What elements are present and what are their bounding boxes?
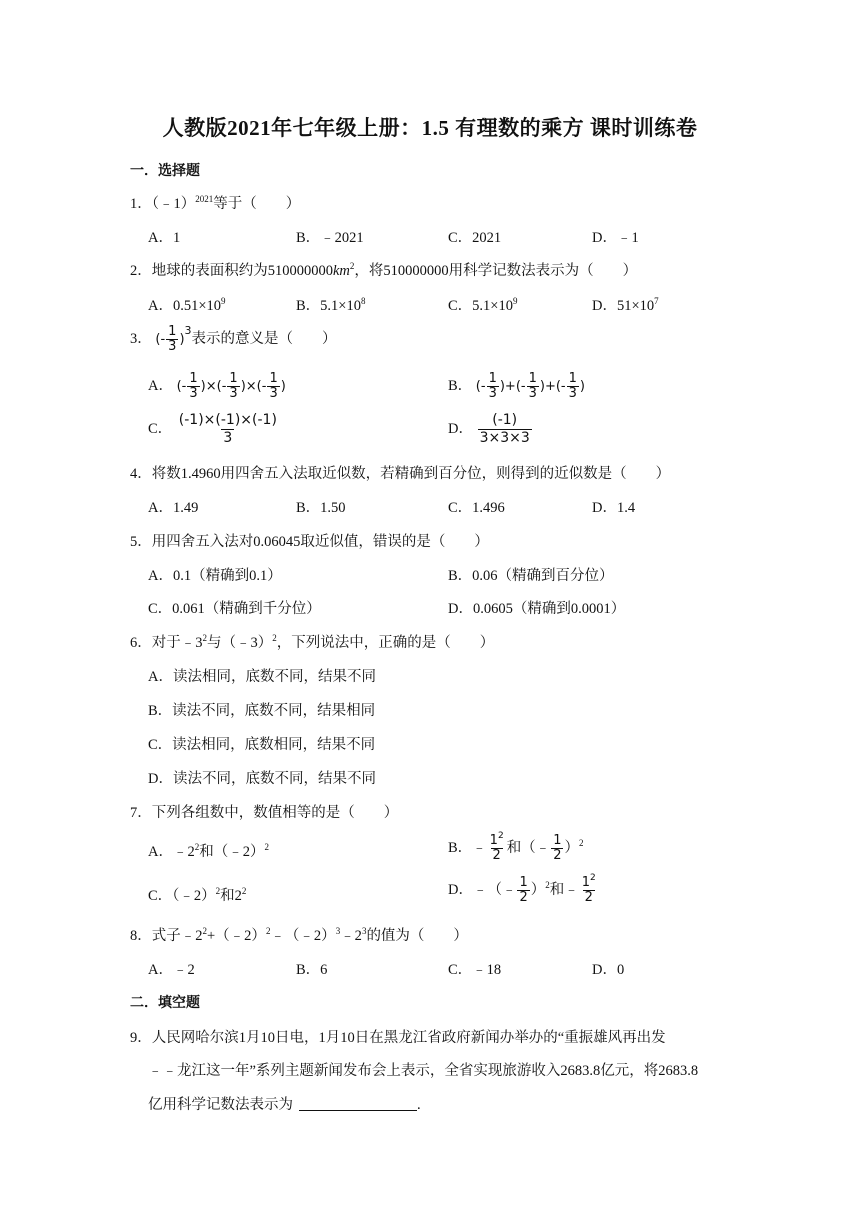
q6-option-a: A．读法相同，底数不同，结果不同: [148, 669, 376, 685]
q3-b-label: B．: [448, 378, 473, 394]
q8-d: ﹣2: [340, 928, 362, 944]
q6-part-c: ，下列说法中，正确的是（ ）: [276, 635, 495, 651]
q3-option-c: [148, 412, 280, 447]
q7-b-3: ）: [564, 839, 579, 856]
times-sign: ×: [245, 379, 257, 394]
q2-a-exp: 9: [221, 296, 226, 306]
frac-den: 2: [519, 890, 528, 905]
q2-c-text: C．5.1×10: [448, 298, 513, 314]
q7-d-frac-1: [517, 876, 529, 905]
q3-c-num: (-1)×(-1)×(-1): [178, 412, 277, 428]
q5-option-d: D．0.0605（精确到0.0001）: [448, 601, 626, 617]
q3-num: 3．: [130, 331, 152, 347]
plus-sign: +: [504, 379, 516, 394]
q3-a-frac-2: [227, 372, 239, 401]
q8-option-c: C．﹣18: [448, 962, 502, 978]
frac-num: 1: [488, 371, 497, 386]
q2-b-text: B．5.1×10: [296, 298, 361, 314]
frac-num: 1: [189, 371, 198, 386]
q3-b-frac-1: [487, 372, 499, 401]
q7-c-2: 和2: [220, 888, 242, 904]
q2-text: 2．地球的表面积约为510000000: [130, 263, 333, 279]
q3-d-label: D．: [448, 420, 473, 437]
frac-den: 3: [568, 386, 577, 401]
q7-b-frac-num: [488, 831, 506, 848]
answer-blank[interactable]: [299, 1096, 417, 1111]
q2-option-c: [448, 294, 517, 315]
question-9-line-1: 9．人民网哈尔滨1月10日电，1月10日在黑龙江省政府新闻办举办的“重振雄风再出发: [130, 1030, 666, 1046]
q1-exponent: 2021: [195, 194, 214, 204]
q8-option-d: D．0: [592, 962, 625, 978]
q7-option-b: [448, 831, 584, 863]
q2-option-d: [592, 294, 659, 315]
q3-option-a: [148, 372, 286, 401]
question-9-line-3: [148, 1093, 421, 1114]
q2-a-text: A．0.51×10: [148, 298, 222, 314]
q6-part-a: 6．对于﹣3: [130, 635, 203, 651]
q2-unit: km: [333, 263, 350, 279]
frac-den: 3: [189, 386, 198, 401]
q7-option-c: [148, 884, 246, 905]
q2-d-exp: 7: [654, 296, 659, 306]
q2-b-exp: 8: [360, 296, 366, 306]
q3-a-expr: (- $\frac{1}{3}$ )×(- $\frac{1}{3}$ )×(- $\frac{1}{3}$ ): [176, 371, 286, 401]
q2-unit-exp: 2: [349, 261, 355, 271]
q3-a-frac-3: [267, 372, 279, 401]
q5-option-a: A．0.1（精确到0.1）: [148, 568, 282, 584]
q7-d-num-exp: 2: [590, 873, 596, 883]
q7-option-a: [148, 840, 269, 861]
frac-den: 2: [553, 848, 562, 863]
q7-d-2: ）: [530, 881, 546, 898]
q1-option-c: C．2021: [448, 230, 502, 246]
q3-a-label: A．: [148, 378, 173, 394]
q8-option-b: B．6: [296, 962, 328, 978]
question-4-stem: 4．将数1.4960用四舍五入法取近似数，若精确到百分位，则得到的近似数是（ ）: [130, 466, 671, 482]
q7-b-num-exp: 2: [497, 831, 504, 841]
question-3-stem: [130, 325, 337, 354]
q7-d-exp: 2: [545, 879, 550, 890]
q2-d-text: D．51×10: [592, 298, 655, 314]
q3-a-frac-1: [187, 372, 199, 401]
q3-d-den: 3×3×3: [479, 430, 530, 446]
q8-exp-2: 2: [265, 926, 271, 936]
q1-tail: 等于（ ）: [213, 196, 301, 212]
q8-exp-3: 3: [335, 926, 341, 936]
q8-b: +（﹣2）: [207, 928, 266, 944]
frac-den: 3: [229, 386, 238, 401]
q3-c-label: C．: [148, 420, 173, 437]
page-title: 人教版2021年七年级上册：1.5 有理数的乘方 课时训练卷: [162, 116, 698, 140]
q3-b-frac-2: [527, 372, 539, 401]
q3-expression: (- $\frac{1}{3}$ )$^3$: [155, 324, 192, 354]
q7-d-frac-num: [580, 873, 598, 890]
q4-option-c: C．1.496: [448, 500, 505, 516]
q7-b-frac-2: [551, 834, 563, 863]
q2-c-exp: 9: [512, 296, 518, 306]
q3-exp: 3: [184, 324, 192, 337]
q3-fraction: [166, 325, 178, 354]
q3-option-d: [448, 412, 533, 447]
q5-option-b: B．0.06（精确到百分位）: [448, 568, 614, 584]
q3-d-frac: [478, 412, 532, 447]
frac-den: 3: [528, 386, 537, 401]
q9-end: .: [417, 1097, 421, 1113]
q6-exp-1: 2: [202, 633, 207, 643]
q7-d-frac-2: [580, 873, 598, 905]
frac-num: 1: [269, 371, 278, 386]
q7-b-exp: 2: [578, 837, 584, 848]
q7-a-1: A．﹣2: [148, 844, 195, 860]
q6-option-b: B．读法不同，底数不同，结果相同: [148, 703, 376, 719]
q8-a: 8．式子﹣2: [130, 928, 203, 944]
q7-b-frac-1: [488, 831, 506, 863]
q8-f: 的值为（ ）: [366, 928, 468, 944]
section-heading-fill: 二．填空题: [130, 996, 200, 1011]
q8-exp-4: 3: [361, 926, 367, 936]
frac-num: 1: [553, 833, 562, 848]
q7-b-den: 2: [492, 848, 501, 863]
frac-den: 3: [269, 386, 278, 401]
q3-frac-num: 1: [168, 324, 177, 339]
question-5-stem: 5．用四舍五入法对0.06045取近似值，错误的是（ ）: [130, 534, 489, 550]
q2-option-a: [148, 294, 226, 315]
question-8-stem: [130, 924, 468, 945]
q7-d-3: 和﹣: [549, 881, 579, 898]
q3-frac-den: 3: [168, 339, 177, 354]
plus-sign: +: [544, 379, 556, 394]
times-sign: ×: [205, 379, 217, 394]
q7-d-den: 2: [584, 890, 593, 905]
frac-num: 1: [519, 875, 528, 890]
q6-exp-2: 2: [272, 633, 277, 643]
q9-l3-text: 亿用科学记数法表示为: [148, 1097, 293, 1113]
frac-den: 3: [488, 386, 497, 401]
q7-a-2: 和（﹣2）: [199, 844, 265, 860]
q3-d-num: (-1): [492, 412, 518, 428]
q7-a-exp-1: 2: [194, 842, 200, 852]
question-1-stem: [130, 192, 300, 213]
q7-b-1: B．﹣: [448, 839, 487, 856]
question-9-line-2: ﹣﹣龙江这一年”系列主题新闻发布会上表示，全省实现旅游收入2683.8亿元，将2683.8: [148, 1063, 699, 1079]
q7-option-d: [448, 873, 599, 905]
question-6-stem: [130, 631, 494, 652]
q3-b-frac-3: [567, 372, 579, 401]
q7-d-num: 1: [581, 875, 591, 890]
q1-option-b: B．﹣2021: [296, 230, 364, 246]
q2-option-b: [296, 294, 365, 315]
q8-option-a: A．﹣2: [148, 962, 195, 978]
question-7-stem: 7．下列各组数中，数值相等的是（ ）: [130, 805, 399, 821]
q6-option-d: D．读法不同，底数不同，结果不同: [148, 771, 376, 787]
q8-c: ﹣（﹣2）: [270, 928, 336, 944]
q7-c-exp-2: 2: [241, 886, 247, 896]
frac-num: 1: [528, 371, 537, 386]
frac-num: 1: [229, 371, 238, 386]
q7-c-exp-1: 2: [215, 886, 221, 896]
section-heading-choice: 一．选择题: [130, 164, 200, 179]
q8-exp-1: 2: [202, 926, 207, 936]
q6-option-c: C．读法相同，底数相同，结果不同: [148, 737, 376, 753]
q7-b-num: 1: [489, 833, 498, 848]
q2-rest: ，将510000000用科学记数法表示为（ ）: [354, 263, 638, 279]
q4-option-a: A．1.49: [148, 500, 199, 516]
q4-option-b: B．1.50: [296, 500, 346, 516]
q7-a-exp-2: 2: [264, 842, 269, 852]
q7-d-1: D．﹣（﹣: [448, 881, 517, 898]
q1-num: 1．: [130, 196, 152, 212]
q1-option-a: A．1: [148, 230, 181, 246]
q3-option-b: [448, 372, 585, 401]
q3-b-expr: (- $\frac{1}{3}$ )+(- $\frac{1}{3}$ )+(- $\frac{1}{3}$ ): [475, 371, 585, 401]
q7-b-2: 和（﹣: [506, 839, 551, 856]
q1-base: （﹣1）: [151, 196, 196, 212]
q4-option-d: D．1.4: [592, 500, 636, 516]
q7-c-1: C．（﹣2）: [148, 888, 216, 904]
q3-stem-text: 表示的意义是（ ）: [191, 331, 337, 347]
q3-c-frac: [177, 412, 279, 447]
q5-option-c: C．0.061（精确到千分位）: [148, 601, 321, 617]
q6-part-b: 与（﹣3）: [207, 635, 273, 651]
q1-option-d: D．﹣1: [592, 230, 639, 246]
frac-num: 1: [568, 371, 577, 386]
q3-c-den: 3: [223, 430, 233, 446]
question-2-stem: [130, 259, 637, 280]
